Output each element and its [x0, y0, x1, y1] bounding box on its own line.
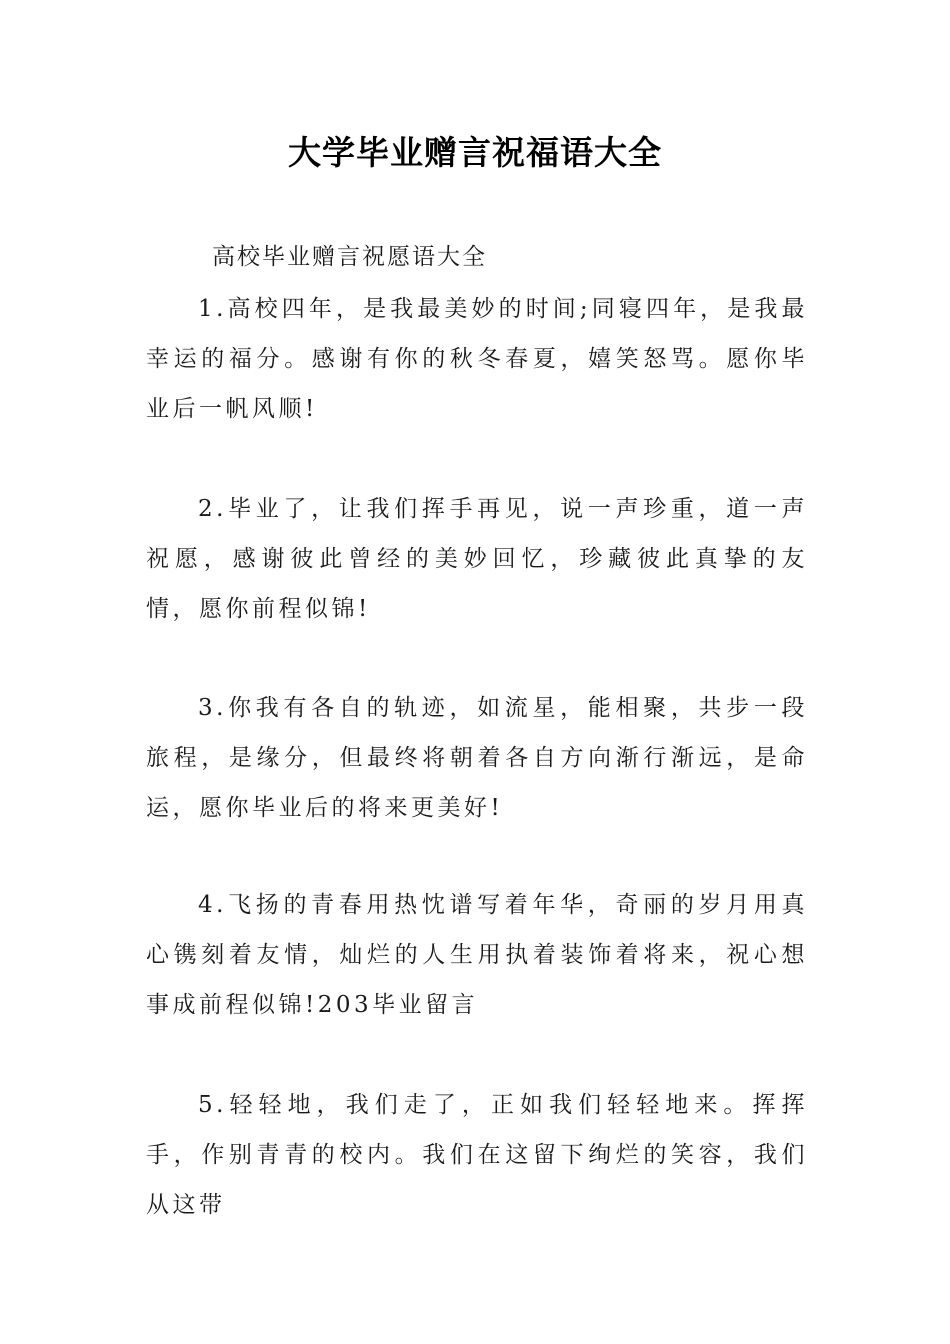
document-title: 大学毕业赠言祝福语大全 [288, 133, 662, 172]
paragraph-4: 4.飞扬的青春用热忱谱写着年华，奇丽的岁月用真心镌刻着友情，灿烂的人生用执着装饰着将来，祝心想事成前程似锦!203毕业留言 [146, 892, 808, 1018]
paragraph-2: 2.毕业了，让我们挥手再见，说一声珍重，道一声祝愿，感谢彼此曾经的美妙回忆，珍藏彼此真挚的友情，愿你前程似锦! [146, 496, 808, 622]
document-subtitle: 高校毕业赠言祝愿语大全 [212, 244, 487, 270]
paragraph-3: 3.你我有各自的轨迹，如流星，能相聚，共步一段旅程，是缘分，但最终将朝着各自方向渐行渐远，是命运，愿你毕业后的将来更美好! [146, 695, 808, 821]
paragraph-5: 5.轻轻地，我们走了，正如我们轻轻地来。挥挥手，作别青青的校内。我们在这留下绚烂的笑容，我们从这带 [146, 1092, 808, 1218]
paragraph-1: 1.高校四年，是我最美妙的时间;同寝四年，是我最幸运的福分。感谢有你的秋冬春夏，嬉笑怒骂。愿你毕业后一帆风顺! [146, 296, 808, 422]
